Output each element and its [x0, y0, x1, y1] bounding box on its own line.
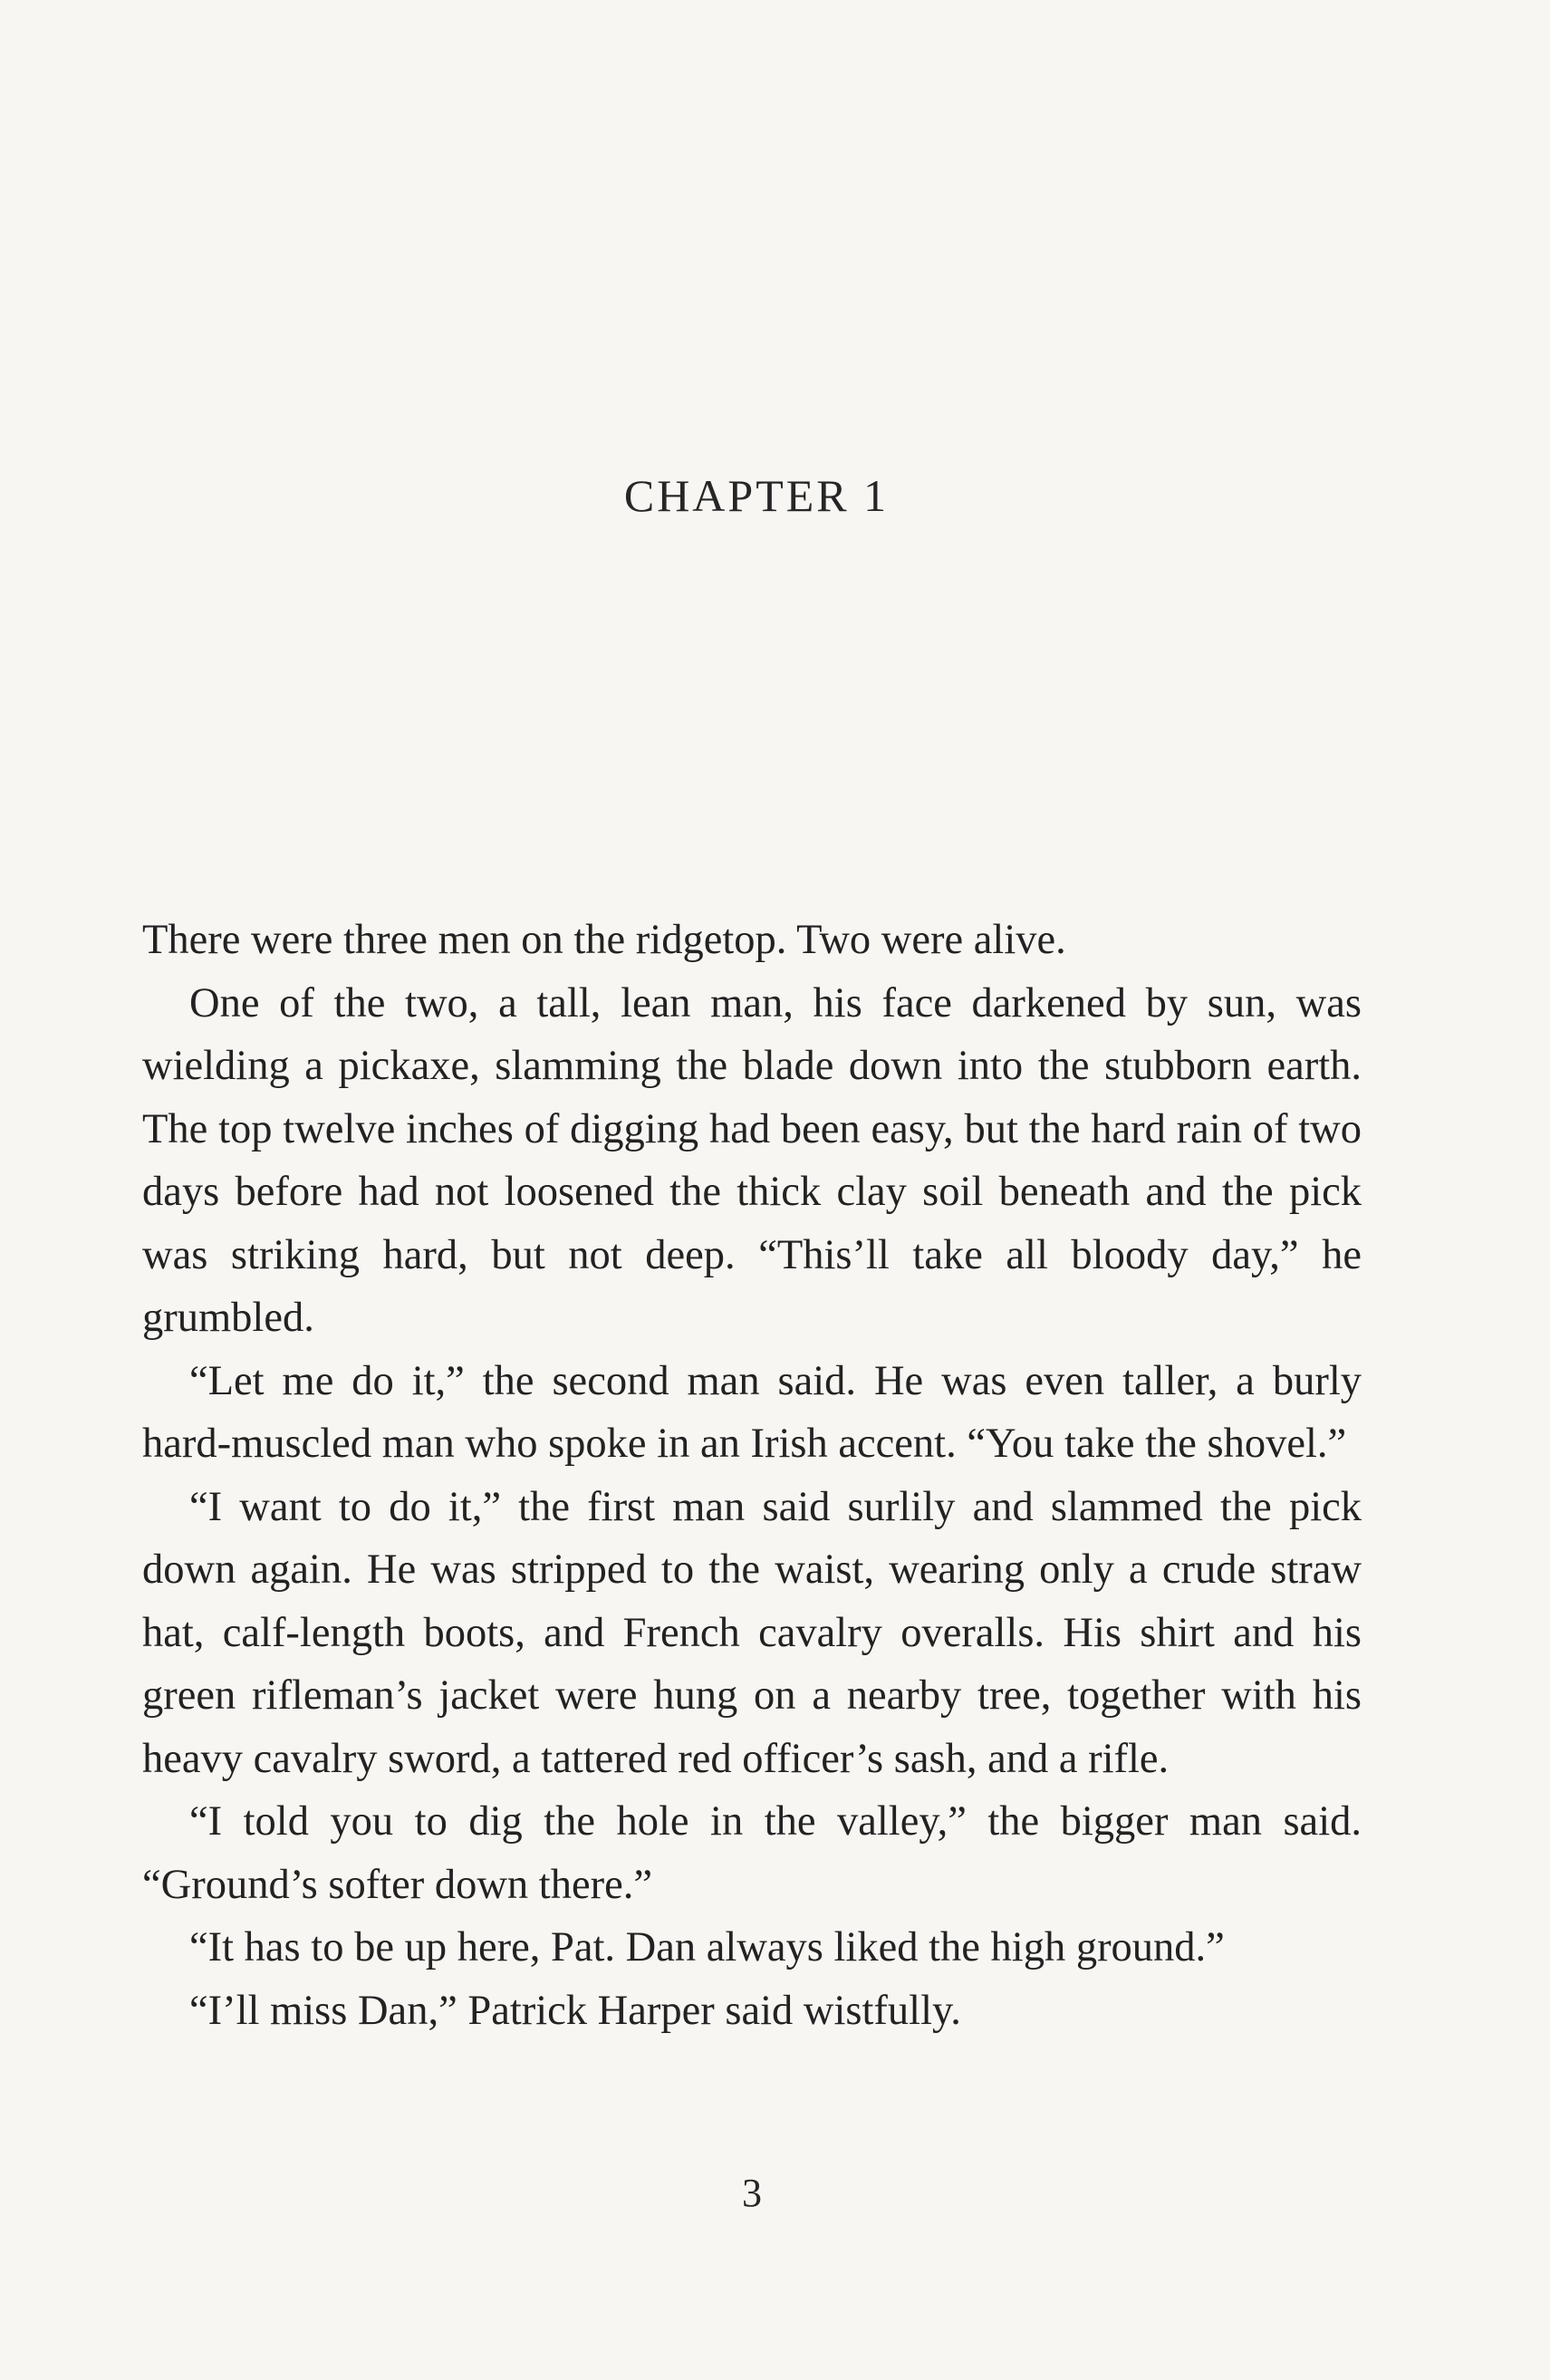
paragraph: “I want to do it,” the first man said surlily and slammed the pick down again. He was stripped to the waist, wearing only a crude straw hat, calf-length boots, and French cavalry overalls. His shirt and his green rifleman’s jacket were hung on a nearby tree, together with his heavy cavalry sword, a tattered red officer’s sash, and a rifle. [142, 1483, 1362, 1782]
paragraph: “I’ll miss Dan,” Patrick Harper said wistfully. [189, 1987, 961, 2034]
paragraph: “It has to be up here, Pat. Dan always liked the high ground.” [189, 1924, 1225, 1970]
chapter-heading: CHAPTER 1 [623, 470, 890, 521]
paragraph: “Let me do it,” the second man said. He was even taller, a burly hard-muscled man who spoke in an Irish accent. “You take the shovel.” [142, 1357, 1362, 1467]
paragraph: There were three men on the ridgetop. Two were alive. [142, 917, 1066, 963]
page-number: 3 [742, 2171, 762, 2215]
paragraph: One of the two, a tall, lean man, his face darkened by sun, was wielding a pickaxe, slamming the blade down into the stubborn earth. The top twelve inches of digging had been easy, but the hard rain of two days before had not loosened the thick clay soil beneath and the pick was striking hard, but not deep. “This’ll take all bloody day,” he grumbled. [142, 979, 1362, 1341]
paragraph: “I told you to dig the hole in the valley,” the bigger man said. “Ground’s softer down there.” [142, 1798, 1362, 1908]
body-text [142, 909, 1362, 2042]
